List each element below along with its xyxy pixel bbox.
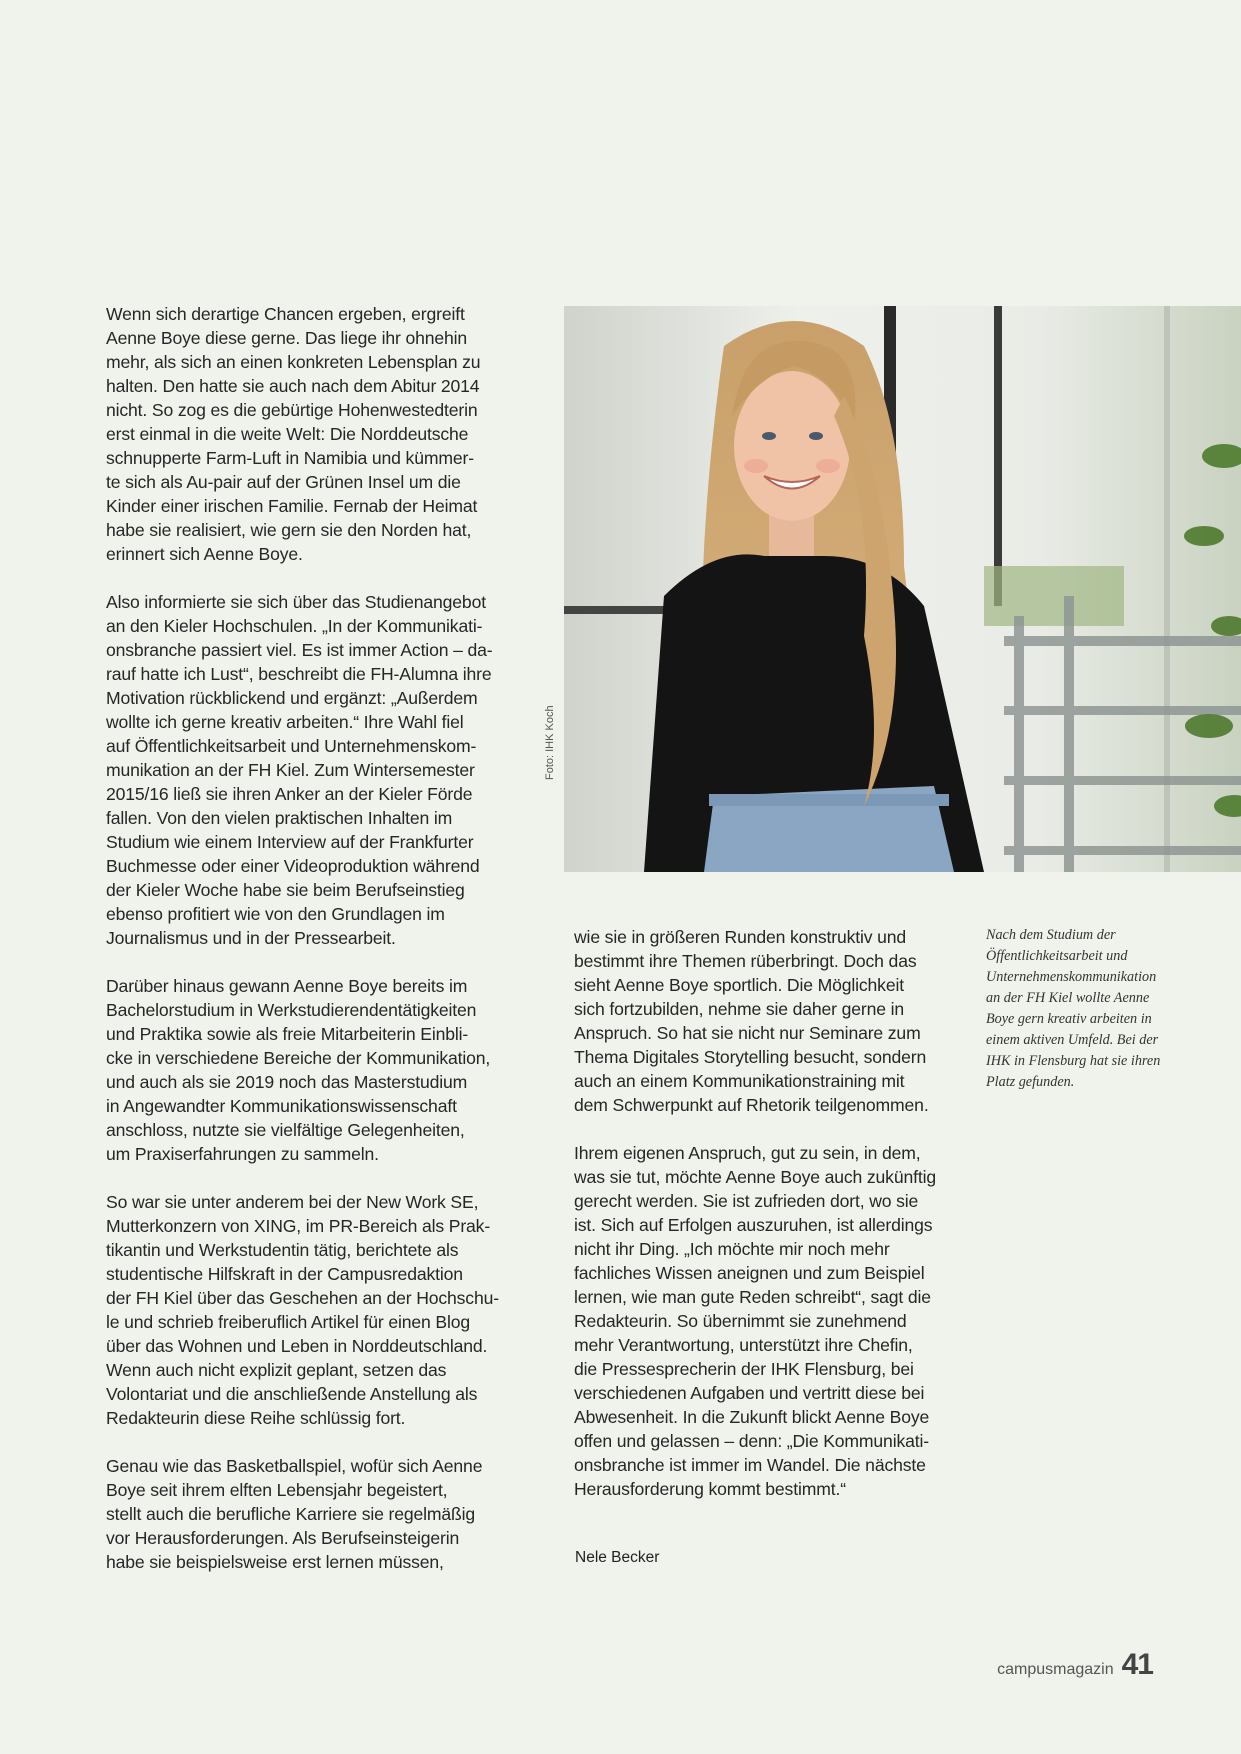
text-line: in Angewandter Kommunikationswissenschaft — [106, 1096, 457, 1116]
text-line: ist. Sich auf Erfolgen auszuruhen, ist allerdings — [574, 1215, 933, 1235]
text-line: studentische Hilfskraft in der Campusredaktion — [106, 1264, 463, 1284]
text-line: Volontariat und die anschließende Anstellung als — [106, 1384, 478, 1404]
text-line: schnupperte Farm-Luft in Namibia und kümmer- — [106, 448, 474, 468]
text-line: dem Schwerpunkt auf Rhetorik teilgenommen. — [574, 1095, 929, 1115]
text-line: Journalismus und in der Pressearbeit. — [106, 928, 396, 948]
text-line: und auch als sie 2019 noch das Masterstudium — [106, 1072, 468, 1092]
text-line: stellt auch die berufliche Karriere sie regelmäßig — [106, 1504, 475, 1524]
article-paragraph — [106, 1454, 536, 1574]
text-line: Kinder einer irischen Familie. Fernab der Heimat — [106, 496, 478, 516]
text-line: sich fortzubilden, nehme sie daher gerne in — [574, 999, 904, 1019]
text-line: die Pressesprecherin der IHK Flensburg, bei — [574, 1359, 914, 1379]
text-line: ebenso profitiert wie von den Grundlagen im — [106, 904, 445, 924]
text-line: lernen, wie man gute Reden schreibt“, sagt die — [574, 1287, 931, 1307]
text-line: auf Öffentlichkeitsarbeit und Unternehmenskom- — [106, 736, 477, 756]
article-paragraph — [106, 302, 536, 566]
text-line: anschloss, nutzte sie vielfältige Gelegenheiten, — [106, 1120, 465, 1140]
portrait-photo — [564, 306, 1241, 872]
text-line: cke in verschiedene Bereiche der Kommunikation, — [106, 1048, 491, 1068]
text-line: halten. Den hatte sie auch nach dem Abitur 2014 — [106, 376, 480, 396]
text-line: der FH Kiel über das Geschehen an der Hochschu- — [106, 1288, 499, 1308]
text-line: Herausforderung kommt bestimmt.“ — [574, 1479, 846, 1499]
text-line: erst einmal in die weite Welt: Die Norddeutsche — [106, 424, 469, 444]
text-line: onsbranche ist immer im Wandel. Die nächste — [574, 1455, 926, 1475]
text-line: wollte ich gerne kreativ arbeiten.“ Ihre Wahl fiel — [106, 712, 464, 732]
text-line: Mutterkonzern von XING, im PR-Bereich als Prak- — [106, 1216, 491, 1236]
text-line: wie sie in größeren Runden konstruktiv und — [574, 927, 907, 947]
text-line: Buchmesse oder einer Videoproduktion während — [106, 856, 480, 876]
text-line: bestimmt ihre Themen rüberbringt. Doch das — [574, 951, 917, 971]
text-line: mehr Verantwortung, unterstützt ihre Chefin, — [574, 1335, 913, 1355]
text-line: te sich als Au-pair auf der Grünen Insel um die — [106, 472, 461, 492]
text-line: 2015/16 ließ sie ihren Anker an der Kieler Förde — [106, 784, 473, 804]
article-paragraph — [106, 974, 536, 1166]
text-line: So war sie unter anderem bei der New Work SE, — [106, 1192, 479, 1212]
text-line: onsbranche passiert viel. Es ist immer Action – da- — [106, 640, 493, 660]
text-line: Bachelorstudium in Werkstudierendentätigkeiten — [106, 1000, 477, 1020]
caption-line: Unternehmenskommunikation — [986, 969, 1157, 985]
author-name: Nele Becker — [575, 1549, 660, 1566]
text-line: Anspruch. So hat sie nicht nur Seminare zum — [574, 1023, 921, 1043]
text-line: habe sie realisiert, wie gern sie den Norden hat, — [106, 520, 472, 540]
text-line: sieht Aenne Boye sportlich. Die Möglichkeit — [574, 975, 904, 995]
text-line: munikation an der FH Kiel. Zum Wintersemester — [106, 760, 475, 780]
text-line: Genau wie das Basketballspiel, wofür sich Aenne — [106, 1456, 483, 1476]
article-column-left — [106, 302, 536, 1598]
caption-line: an der FH Kiel wollte Aenne — [986, 990, 1150, 1006]
article-paragraph — [574, 925, 974, 1117]
caption-line: Öffentlichkeitsarbeit und — [986, 948, 1128, 964]
text-line: was sie tut, möchte Aenne Boye auch zukünftig — [574, 1167, 936, 1187]
text-line: fallen. Von den vielen praktischen Inhalten im — [106, 808, 453, 828]
text-line: Aenne Boye diese gerne. Das liege ihr ohnehin — [106, 328, 468, 348]
text-line: Motivation rückblickend und ergänzt: „Außerdem — [106, 688, 478, 708]
text-line: mehr, als sich an einen konkreten Lebensplan zu — [106, 352, 481, 372]
text-line: verschiedenen Aufgaben und vertritt diese bei — [574, 1383, 925, 1403]
page-number: 41 — [1121, 1648, 1153, 1681]
article-paragraph — [106, 1190, 536, 1430]
photo-credit: Foto: IHK Koch — [544, 705, 556, 780]
caption-line: Platz gefunden. — [986, 1074, 1075, 1090]
text-line: an den Kieler Hochschulen. „In der Kommunikati- — [106, 616, 483, 636]
text-line: Redakteurin diese Reihe schlüssig fort. — [106, 1408, 406, 1428]
caption-line: einem aktiven Umfeld. Bei der — [986, 1032, 1159, 1048]
text-line: um Praxiserfahrungen zu sammeln. — [106, 1144, 379, 1164]
text-line: und Praktika sowie als freie Mitarbeiterin Einbli- — [106, 1024, 469, 1044]
text-line: habe sie beispielsweise erst lernen müssen, — [106, 1552, 444, 1572]
text-line: le und schrieb freiberuflich Artikel für einen Blog — [106, 1312, 470, 1332]
photo-caption — [986, 925, 1186, 1093]
text-line: vor Herausforderungen. Als Berufseinsteigerin — [106, 1528, 460, 1548]
text-line: nicht. So zog es die gebürtige Hohenwestedterin — [106, 400, 478, 420]
text-line: erinnert sich Aenne Boye. — [106, 544, 303, 564]
text-line: Boye seit ihrem elften Lebensjahr begeistert, — [106, 1480, 448, 1500]
caption-line: Nach dem Studium der — [986, 927, 1116, 943]
article-column-right — [574, 925, 974, 1525]
text-line: Thema Digitales Storytelling besucht, sondern — [574, 1047, 927, 1067]
text-line: auch an einem Kommunikationstraining mit — [574, 1071, 905, 1091]
text-line: Studium wie einem Interview auf der Frankfurter — [106, 832, 474, 852]
text-line: fachliches Wissen aneignen und zum Beispiel — [574, 1263, 925, 1283]
text-line: rauf hatte ich Lust“, beschreibt die FH-Alumna ihre — [106, 664, 492, 684]
text-line: der Kieler Woche habe sie beim Berufseinstieg — [106, 880, 465, 900]
text-line: nicht ihr Ding. „Ich möchte mir noch mehr — [574, 1239, 890, 1259]
text-line: Also informierte sie sich über das Studienangebot — [106, 592, 486, 612]
page-footer — [997, 1648, 1153, 1682]
portrait-illustration — [564, 306, 1241, 872]
text-line: Redakteurin. So übernimmt sie zunehmend — [574, 1311, 907, 1331]
article-paragraph — [106, 590, 536, 950]
magazine-name: campusmagazin — [997, 1661, 1114, 1678]
caption-line: Boye gern kreativ arbeiten in — [986, 1011, 1152, 1027]
text-line: offen und gelassen – denn: „Die Kommunikati- — [574, 1431, 929, 1451]
text-line: Wenn auch nicht explizit geplant, setzen das — [106, 1360, 447, 1380]
text-line: Darüber hinaus gewann Aenne Boye bereits im — [106, 976, 468, 996]
text-line: gerecht werden. Sie ist zufrieden dort, wo sie — [574, 1191, 919, 1211]
article-paragraph — [574, 1141, 974, 1501]
text-line: Abwesenheit. In die Zukunft blickt Aenne Boye — [574, 1407, 930, 1427]
text-line: über das Wohnen und Leben in Norddeutschland. — [106, 1336, 488, 1356]
text-line: tikantin und Werkstudentin tätig, berichtete als — [106, 1240, 459, 1260]
text-line: Ihrem eigenen Anspruch, gut zu sein, in dem, — [574, 1143, 921, 1163]
caption-line: IHK in Flensburg hat sie ihren — [986, 1053, 1161, 1069]
text-line: Wenn sich derartige Chancen ergeben, ergreift — [106, 304, 465, 324]
